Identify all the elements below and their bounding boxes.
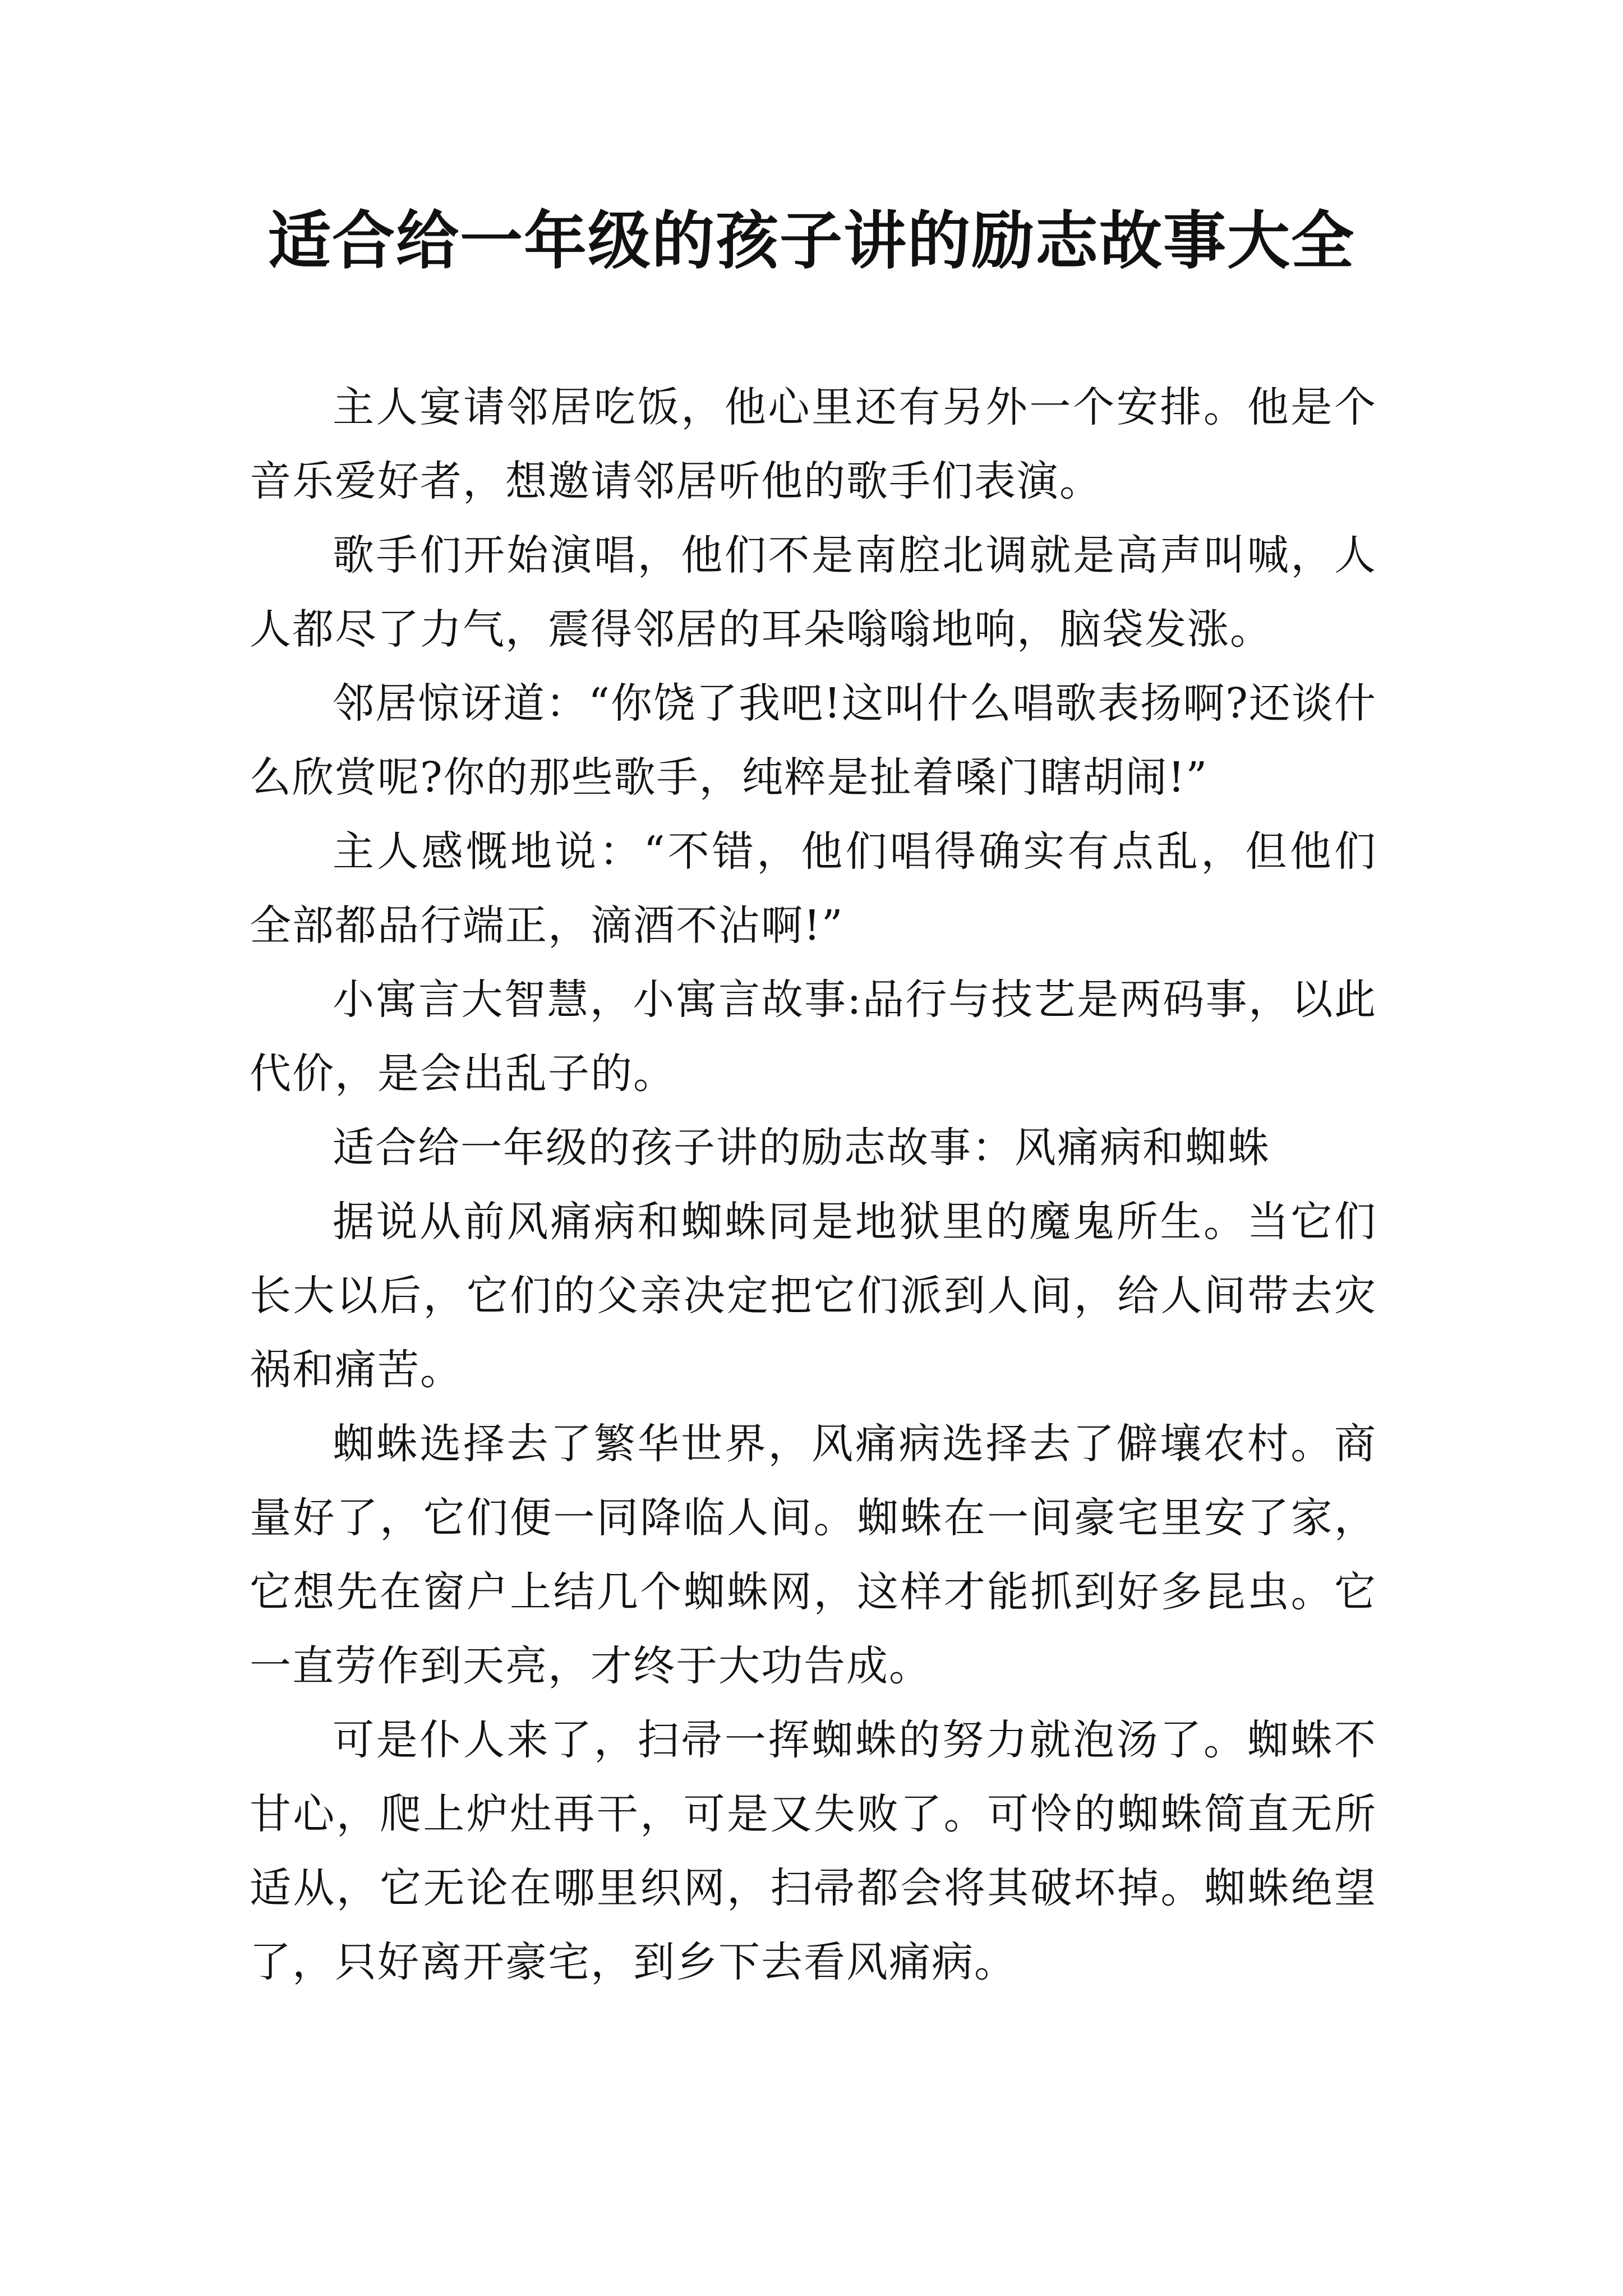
section-heading: 适合给一年级的孩子讲的励志故事：风痛病和蜘蛛 — [333, 1124, 1270, 1172]
paragraph: 小寓言大智慧，小寓言故事:品行与技艺是两码事，以此代价，是会出乱子的。 — [250, 976, 1377, 1098]
document-body — [250, 370, 1377, 1999]
paragraph: 主人宴请邻居吃饭，他心里还有另外一个安排。他是个音乐爱好者，想邀请邻居听他的歌手们表演。 — [250, 383, 1377, 505]
paragraph: 主人感慨地说：“不错，他们唱得确实有点乱，但他们全部都品行端正，滴酒不沾啊!” — [250, 827, 1377, 950]
document-title: 适合给一年级的孩子讲的励志故事大全 — [268, 204, 1355, 278]
paragraph: 歌手们开始演唱，他们不是南腔北调就是高声叫喊，人人都尽了力气，震得邻居的耳朵嗡嗡地响，脑袋发涨。 — [250, 531, 1377, 654]
paragraph: 邻居惊讶道：“你饶了我吧!这叫什么唱歌表扬啊?还谈什么欣赏呢?你的那些歌手，纯粹是扯着嗓门瞎胡闹!” — [250, 679, 1377, 802]
paragraph: 据说从前风痛病和蜘蛛同是地狱里的魔鬼所生。当它们长大以后，它们的父亲决定把它们派到人间，给人间带去灾祸和痛苦。 — [250, 1198, 1377, 1394]
paragraph: 可是仆人来了，扫帚一挥蜘蛛的努力就泡汤了。蜘蛛不甘心，爬上炉灶再干，可是又失败了。可怜的蜘蛛简直无所适从，它无论在哪里织网，扫帚都会将其破坏掉。蜘蛛绝望了，只好离开豪宅，到乡下去看风痛病。 — [250, 1716, 1377, 1986]
paragraph: 蜘蛛选择去了繁华世界，风痛病选择去了僻壤农村。商量好了，它们便一同降临人间。蜘蛛在一间豪宅里安了家，它想先在窗户上结几个蜘蛛网，这样才能抓到好多昆虫。它一直劳作到天亮，才终于大功告成。 — [250, 1420, 1377, 1690]
